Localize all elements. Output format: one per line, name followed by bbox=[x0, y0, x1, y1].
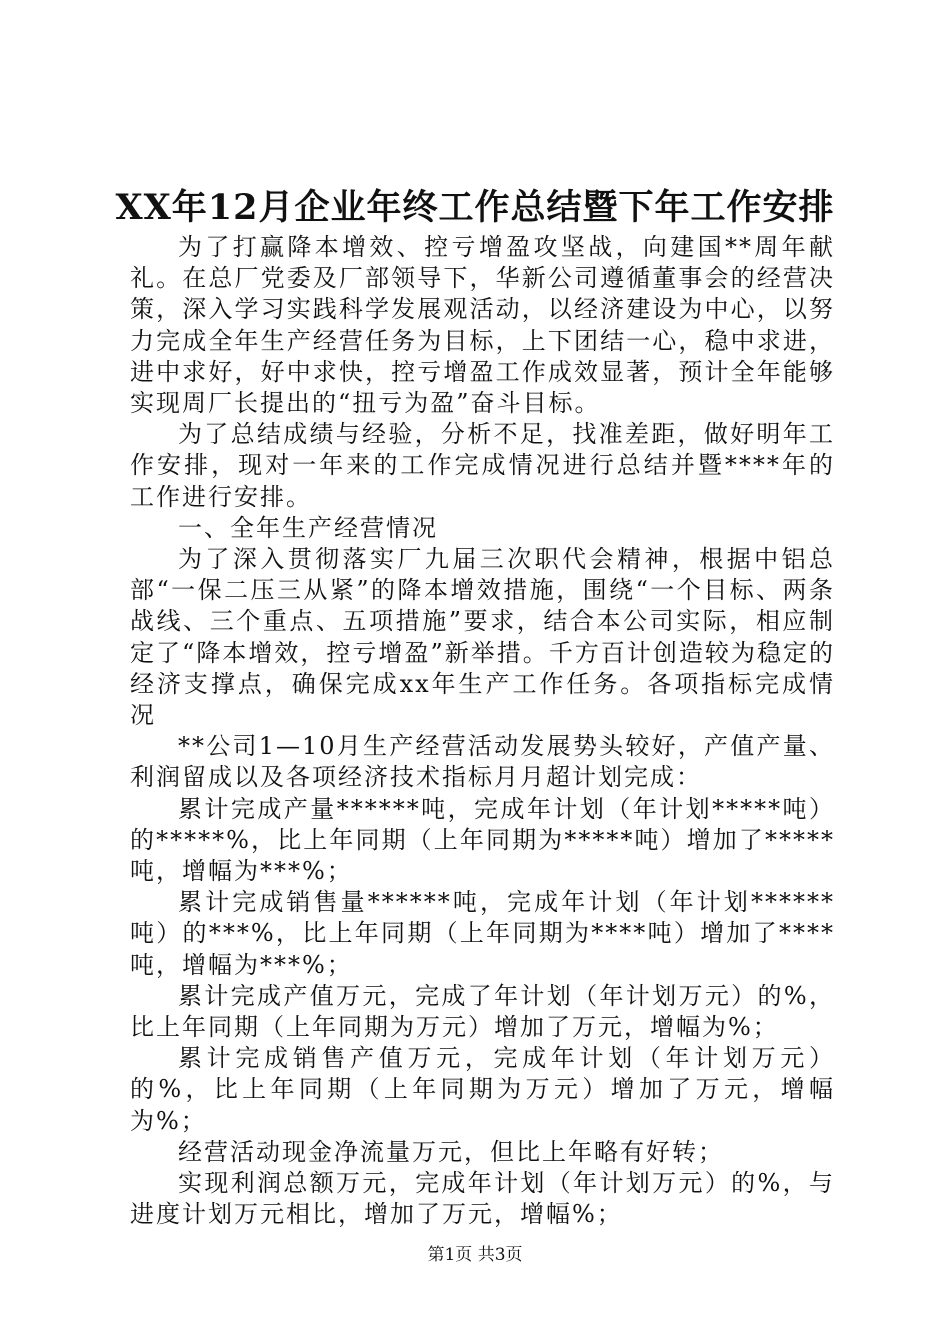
paragraph: 累计完成产量******吨，完成年计划（年计划*****吨）的*****%，比上年同期（上年同期为*****吨）增加了*****吨，增幅为***%； bbox=[130, 794, 835, 886]
section-heading: 一、全年生产经营情况 bbox=[178, 513, 438, 542]
paragraph: 为了打赢降本增效、控亏增盈攻坚战，向建国**周年献礼。在总厂党委及厂部领导下，华新公司遵循董事会的经营决策，深入学习实践科学发展观活动，以经济建设为中心，以努力完成全年生产经营任务为目标，上下团结一心，稳中求进，进中求好，好中求快，控亏增盈工作成效显著，预计全年能够实现周厂长提出的“扭亏为盈”奋斗目标。 bbox=[130, 233, 835, 418]
paragraph: 累计完成销售量******吨，完成年计划（年计划******吨）的***%，比上年同期（上年同期为****吨）增加了****吨，增幅为***%； bbox=[130, 888, 835, 979]
paragraph: 为了深入贯彻落实厂九届三次职代会精神，根据中铝总部“一保二压三从紧”的降本增效措施，围绕“一个目标、两条战线、三个重点、五项措施”要求，结合本公司实际，相应制定了“降本增效，控亏增盈”新举措。千方百计创造较为稳定的经济支撑点，确保完成xx年生产工作任务。各项指标完成情况 bbox=[130, 545, 835, 730]
document-body bbox=[130, 232, 835, 1231]
paragraph: **公司1—10月生产经营活动发展势头较好，产值产量、利润留成以及各项经济技术指标月月超计划完成： bbox=[130, 732, 835, 792]
paragraph: 经营活动现金净流量万元，但比上年略有好转； bbox=[178, 1137, 724, 1166]
paragraph: 实现利润总额万元，完成年计划（年计划万元）的%，与进度计划万元相比，增加了万元，增幅%； bbox=[130, 1169, 835, 1229]
paragraph: 累计完成产值万元，完成了年计划（年计划万元）的%，比上年同期（上年同期为万元）增加了万元，增幅为%； bbox=[130, 981, 835, 1042]
paragraph: 累计完成销售产值万元，完成年计划（年计划万元）的%，比上年同期（上年同期为万元）增加了万元，增幅为%； bbox=[130, 1044, 835, 1135]
paragraph: 为了总结成绩与经验，分析不足，找准差距，做好明年工作安排，现对一年来的工作完成情况进行总结并暨****年的工作进行安排。 bbox=[130, 420, 835, 511]
document-title: XX年12月企业年终工作总结暨下年工作安排 bbox=[115, 187, 835, 228]
page-number: 第1页 共3页 bbox=[427, 1245, 523, 1265]
